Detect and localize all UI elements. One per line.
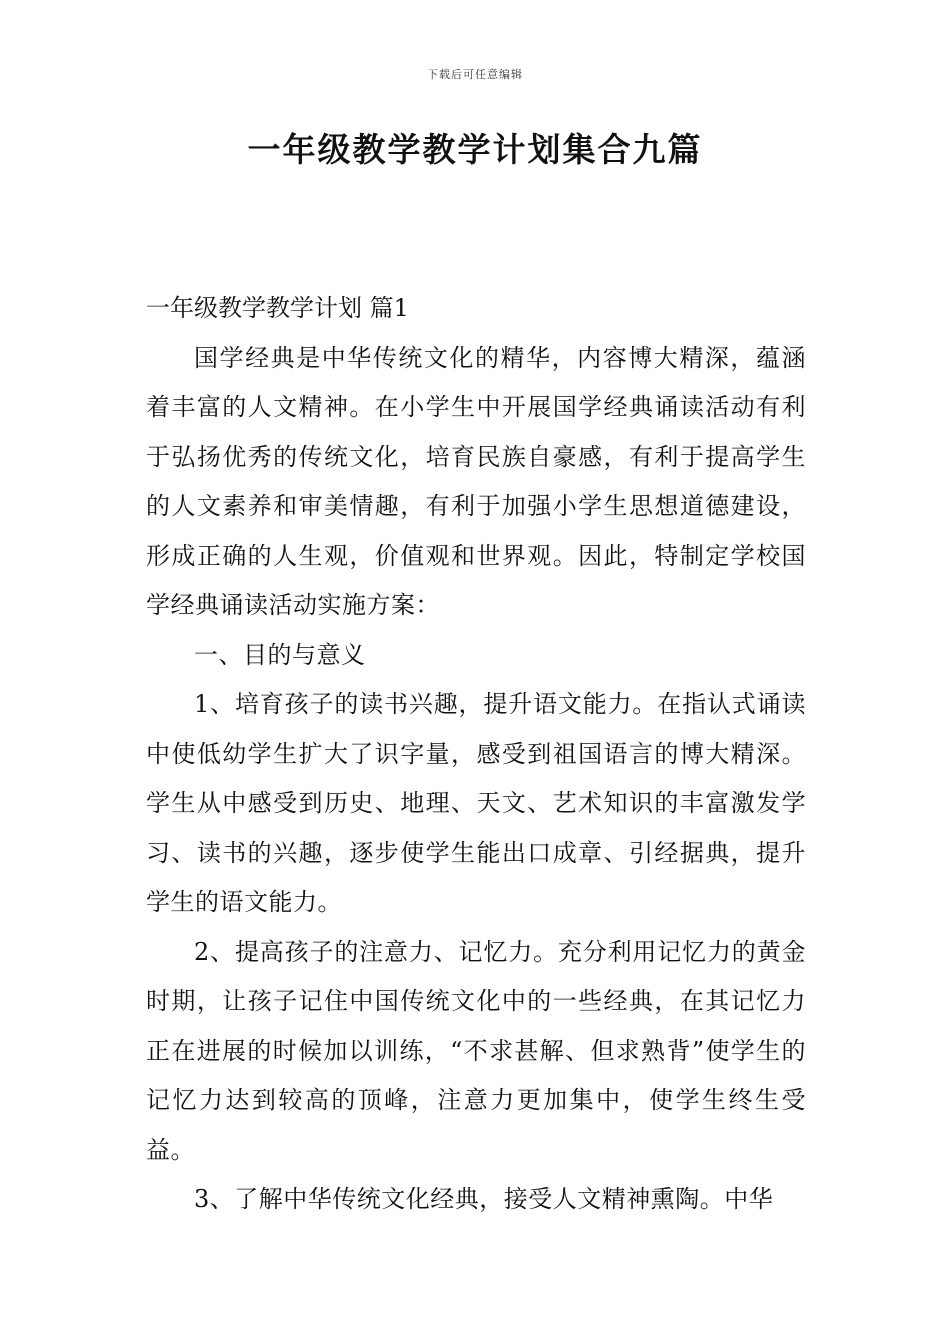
paragraph-point-2: 2、提高孩子的注意力、记忆力。充分利用记忆力的黄金时期，让孩子记住中国传统文化中的一些经典，在其记忆力正在进展的时候加以训练，“不求甚解、但求熟背”使学生的记忆力达到较高的顶峰，注意力更加集中，使学生终生受益。 — [146, 937, 806, 1164]
document-title: 一年级教学教学计划集合九篇 — [247, 130, 703, 169]
paragraph-intro: 国学经典是中华传统文化的精华，内容博大精深，蕴涵着丰富的人文精神。在小学生中开展国学经典诵读活动有利于弘扬优秀的传统文化，培育民族自豪感，有利于提高学生的人文素养和审美情趣，有利于加强小学生思想道德建设，形成正确的人生观，价值观和世界观。因此，特制定学校国学经典诵读活动实施方案： — [146, 343, 806, 619]
paragraph-point-3: 3、了解中华传统文化经典，接受人文精神熏陶。中华 — [194, 1185, 774, 1213]
document-body — [146, 284, 806, 1225]
paragraph-point-1: 1、培育孩子的读书兴趣，提升语文能力。在指认式诵读中使低幼学生扩大了识字量，感受到祖国语言的博大精深。学生从中感受到历史、地理、天文、艺术知识的丰富激发学习、读书的兴趣，逐步使学生能出口成章、引经据典，提升学生的语文能力。 — [146, 690, 806, 916]
header-note: 下载后可任意编辑 — [427, 68, 523, 81]
section-heading: 一年级教学教学计划 篇1 — [146, 294, 409, 322]
paragraph-subheading-purpose: 一、目的与意义 — [194, 640, 366, 669]
